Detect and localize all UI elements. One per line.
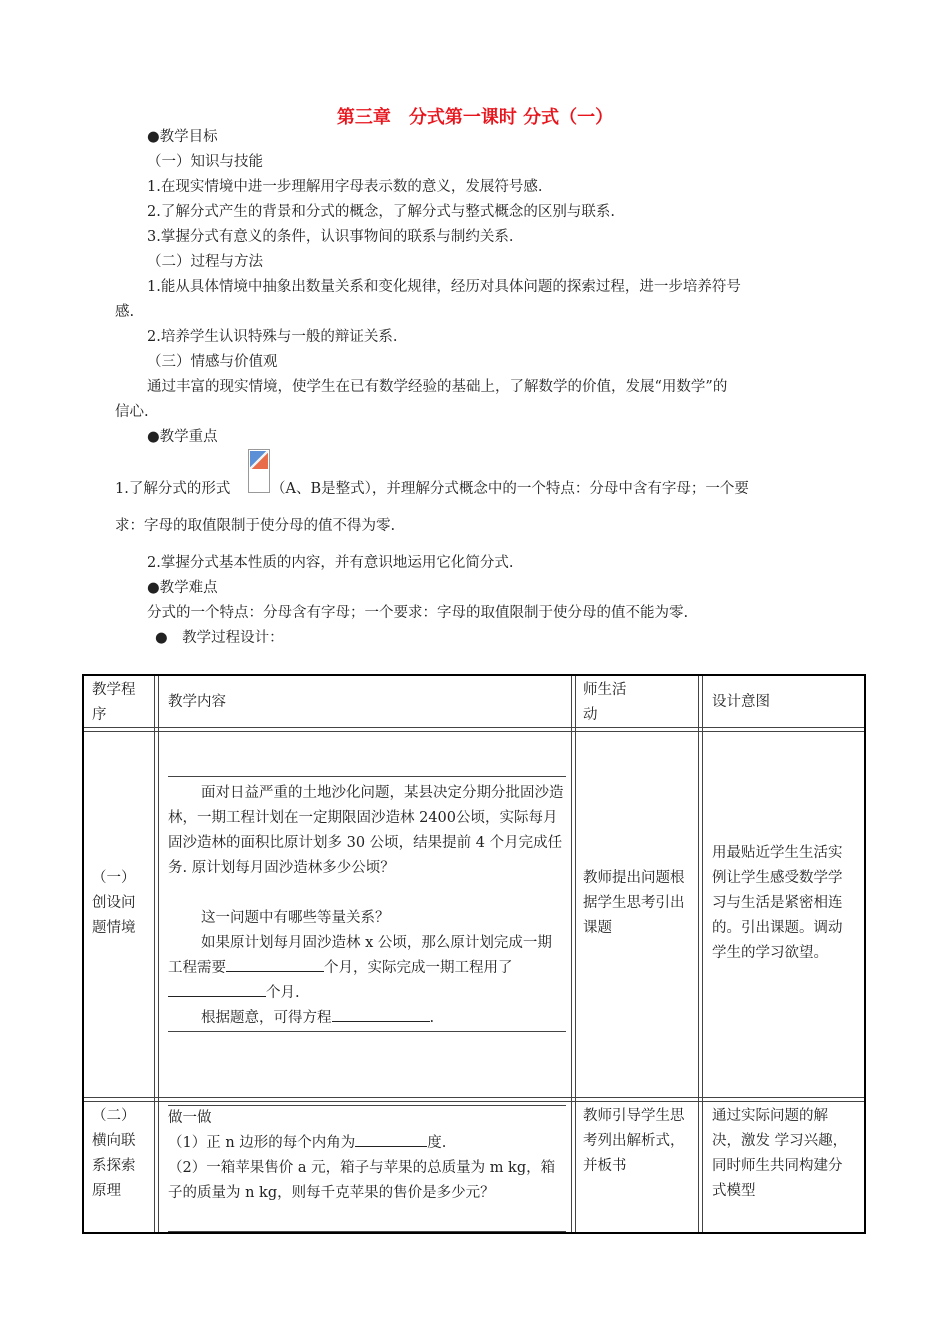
row1-content-equation: [201, 1006, 566, 1031]
blank-interior-angle[interactable]: [355, 1132, 427, 1147]
row1-equation-label: 根据题意，可得方程: [201, 1010, 332, 1026]
row2-content-q2: （2）一箱苹果售价 a 元，箱子与苹果的总质量为 m kg，箱子的质量为 n kg，则每千克苹果的售价是多少元？: [168, 1160, 556, 1201]
keypoint-2: 2.掌握分式基本性质的内容，并有意识地运用它化简分式.: [147, 555, 514, 571]
objective-e1: 通过丰富的现实情境，使学生在已有数学经验的基础上，了解数学的价值，发展“用数学”的: [147, 379, 728, 395]
row1-equation-end: .: [429, 1010, 435, 1026]
objective-k2: 2.了解分式产生的背景和分式的概念，了解分式与整式概念的区别与联系.: [147, 204, 615, 220]
process-heading: ● 教学过程设计：: [155, 630, 284, 646]
page-title: 第三章 分式第一课时 分式（一）: [336, 107, 614, 128]
row2-step: （二）横向联系探索原理: [92, 1108, 136, 1199]
difficulties-text: 分式的一个特点：分母含有字母；一个要求：字母的取值限制于使分母的值不能为零.: [147, 605, 689, 621]
objectives-sub-process: （二）过程与方法: [147, 254, 263, 270]
objective-p2: 2.培养学生认识特殊与一般的辩证关系.: [147, 329, 398, 345]
header-intent: 设计意图: [712, 694, 770, 710]
objective-e1-cont: 信心.: [115, 404, 149, 420]
fraction-image-picture: [250, 451, 268, 469]
objectives-heading: ●教学目标: [147, 129, 218, 145]
fraction-image: [248, 449, 270, 493]
objective-p1-cont: 感.: [115, 304, 135, 320]
row1-fill-part1: 如果原计划每月固沙造林 x 公顷，那么原计划完成一期工程需要: [168, 935, 552, 976]
header-content: 教学内容: [168, 694, 226, 710]
objective-k3: 3.掌握分式有意义的条件，认识事物间的联系与制约关系.: [147, 229, 514, 245]
row1-fill-part3: 个月.: [266, 985, 300, 1001]
row2-content-heading: 做一做: [168, 1110, 212, 1126]
objectives-sub-emotion: （三）情感与价值观: [147, 354, 278, 370]
header-activity: 师生活动: [583, 682, 627, 723]
blank-equation[interactable]: [332, 1007, 430, 1022]
blank-actual-months[interactable]: [168, 982, 266, 997]
keypoint-1-start: 1.了解分式的形式: [115, 481, 231, 497]
difficulties-heading: ●教学难点: [147, 580, 218, 596]
keypoint-1-end: （A、B是整式），并理解分式概念中的一个特点：分母中含有字母；一个要: [271, 481, 749, 497]
keypoints-heading: ●教学重点: [147, 429, 218, 445]
objective-p1: 1.能从具体情境中抽象出数量关系和变化规律，经历对具体问题的探索过程，进一步培养符号: [147, 279, 741, 295]
row1-content-problem: 面对日益严重的土地沙化问题，某县决定分期分批固沙造林，一期工程计划在一定期限固沙造林 2400公顷，实际每月固沙造林的面积比原计划多 30 公顷，结果提前 4 个月完成任务. 原计划每月固沙造林多少公顷？: [168, 785, 564, 876]
row2-content-q1: [168, 1131, 566, 1156]
row1-fill-part2: 个月，实际完成一期工程用了: [324, 960, 513, 976]
header-step: 教学程序: [92, 682, 136, 723]
row1-intent: 用最贴近学生生活实例让学生感受数学学习与生活是紧密相连的。引出课题。调动学生的学习欲望。: [712, 845, 843, 961]
row1-step: （一）创设问题情境: [92, 870, 136, 936]
row2-intent: 通过实际问题的解决，激发 学习兴趣，同时师生共同构建分式模型: [712, 1108, 848, 1199]
objective-k1: 1.在现实情境中进一步理解用字母表示数的意义，发展符号感.: [147, 179, 543, 195]
keypoint-1-cont: 求：字母的取值限制于使分母的值不得为零.: [115, 518, 396, 534]
row1-content-fill: [168, 931, 566, 1006]
teaching-process-table: [82, 674, 866, 1234]
row2-q1-text: （1）正 n 边形的每个内角为: [168, 1135, 356, 1151]
row2-activity: 教师引导学生思考列出解析式，并板书: [583, 1108, 685, 1174]
objectives-sub-knowledge: （一）知识与技能: [147, 154, 263, 170]
row2-q1-unit: 度.: [427, 1135, 447, 1151]
blank-planned-months[interactable]: [226, 957, 324, 972]
row1-activity: 教师提出问题根据学生思考引出课题: [583, 870, 685, 936]
row1-content-question: 这一问题中有哪些等量关系？: [201, 910, 390, 926]
